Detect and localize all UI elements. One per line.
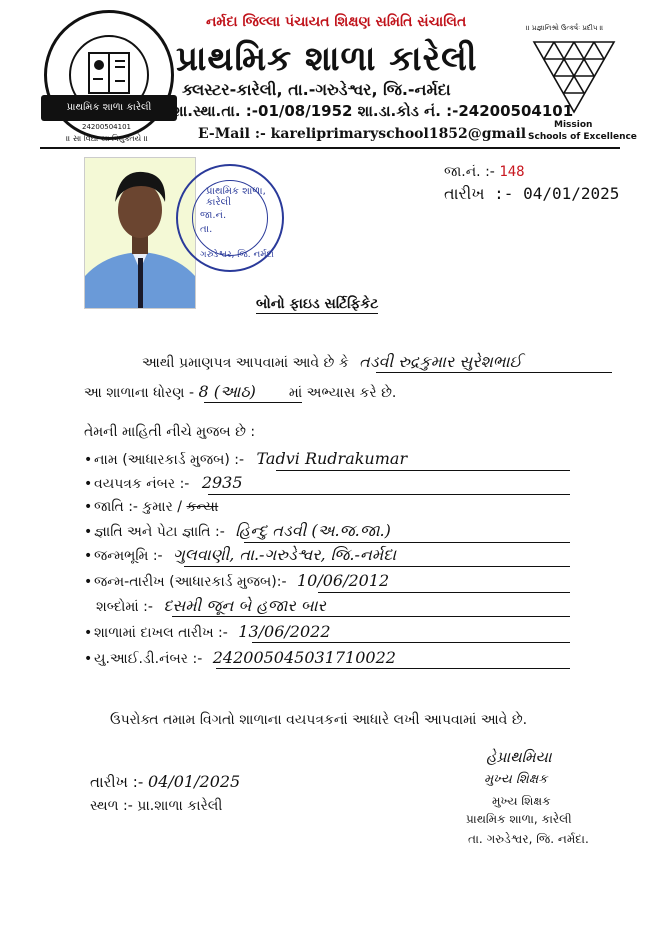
footer-date bbox=[90, 772, 240, 791]
standard-underline bbox=[204, 402, 302, 403]
field-value: Tadvi Rudrakumar bbox=[256, 449, 408, 468]
field-value: હિન્દુ તડવી (અ.જ.જા.) bbox=[235, 521, 391, 540]
field-label: જાતિ :- કુમાર / bbox=[94, 499, 187, 515]
field-value: 2935 bbox=[201, 473, 243, 492]
ref-number-label: જા.નં. :- bbox=[444, 164, 495, 180]
field-label: યુ.આઈ.ડી.નંબર :- bbox=[94, 651, 203, 667]
field-birthdate: • જન્મ-તારીખ (આધારકાર્ડ મુજબ):- 10/06/2012 bbox=[84, 571, 390, 590]
ref-number-value: 148 bbox=[499, 164, 525, 180]
issue-date bbox=[444, 184, 619, 204]
field-uid-number: • યુ.આઈ.ડી.નંબર :- 242005045031710022 bbox=[84, 648, 396, 667]
field-value: કન્યા bbox=[186, 499, 219, 515]
mission-label: Mission bbox=[554, 120, 593, 130]
field-label: શાળામાં દાખલ તારીખ :- bbox=[94, 625, 228, 641]
field-value: 242005045031710022 bbox=[212, 648, 396, 667]
field-label: જન્મ-તારીખ (આધારકાર્ડ મુજબ):- bbox=[94, 574, 287, 590]
org-line: નર્મદા જિલ્લા પંચાયત શિક્ષણ સમિતિ સંચાલિત bbox=[206, 14, 467, 30]
field-value: ગુલવાણી, તા.-ગરુડેશ્વર, જિ.-નર્મદા bbox=[173, 545, 397, 564]
codes-line: શા.સ્થા.તા. :-01/08/1952 શા.ડા.કોડ નં. :-24200504101 bbox=[172, 102, 574, 120]
triangle-pattern-icon bbox=[526, 36, 622, 116]
header-divider bbox=[40, 147, 620, 149]
stamp-line-3: તા. bbox=[200, 224, 213, 235]
field-underline bbox=[276, 470, 570, 471]
field-value: 10/06/2012 bbox=[296, 571, 390, 590]
footer-date-label: તારીખ :- bbox=[90, 773, 144, 791]
designation-stamp-line-2: પ્રાથમિક શાળા, કારેલી bbox=[466, 812, 572, 826]
certify-line bbox=[142, 352, 522, 372]
info-intro: તેમની માહિતી નીચે મુજબ છે : bbox=[84, 424, 256, 440]
footer-place bbox=[90, 798, 222, 814]
headmaster-signature: હેપ્રાથમિયા bbox=[486, 748, 552, 766]
field-underline bbox=[216, 668, 570, 669]
school-stamp bbox=[176, 164, 284, 272]
logo-code: 24200504101 bbox=[82, 123, 131, 131]
certify-prefix: આથી પ્રમાણપત્ર આપવામાં આવે છે કે bbox=[142, 355, 349, 371]
footer-place-label: સ્થળ :- bbox=[90, 798, 133, 814]
standard-prefix: આ શાળાના ધોરણ - bbox=[84, 385, 194, 401]
mission-motto: ॥ પ્રજ્ઞાનિશ્રો ઉત્કર્ષઃ પ્રદીપ ॥ bbox=[526, 24, 604, 32]
field-underline bbox=[184, 566, 570, 567]
stamp-line-4: ગરુડેશ્વર, જિ. નર્મદા bbox=[200, 250, 274, 260]
certificate-title: બોનો ફાઇડ સર્ટિફિકેટ bbox=[256, 296, 379, 312]
standard-line bbox=[84, 382, 396, 402]
field-caste: • જ્ઞાતિ અને પેટા જ્ઞાતિ :- હિન્દુ તડવી (અ.જ.જા.) bbox=[84, 521, 391, 540]
field-underline bbox=[244, 542, 570, 543]
field-admission-date: • શાળામાં દાખલ તારીખ :- 13/06/2022 bbox=[84, 622, 331, 641]
designation-stamp-line-3: તા. ગરુડેશ્વર, જિ. નર્મદા. bbox=[468, 832, 589, 846]
issue-date-value: 04/01/2025 bbox=[523, 184, 620, 203]
student-name-gujarati: તડવી રુદ્રકુમાર સુરેશભાઈ bbox=[359, 352, 522, 371]
field-label: જ્ઞાતિ અને પેટા જ્ઞાતિ :- bbox=[94, 524, 225, 540]
field-name: • નામ (આધારકાર્ડ મુજબ) :- Tadvi Rudrakumar bbox=[84, 449, 408, 468]
logo-ribbon: પ્રાથમિક શાળા કારેલી bbox=[41, 95, 177, 121]
footer-date-value: 04/01/2025 bbox=[148, 772, 241, 791]
school-logo bbox=[44, 10, 174, 140]
school-name: પ્રાથમિક શાળા કારેલી bbox=[176, 39, 478, 79]
field-birthdate-words bbox=[96, 596, 326, 616]
field-value: દસમી જૂન બે હજાર બાર bbox=[163, 596, 326, 615]
standard-value: 8 (આઠ) bbox=[198, 382, 256, 401]
mission-logo bbox=[526, 36, 622, 104]
motto: ॥ સા વિદ્યા યા વિમુક્તયે ॥ bbox=[66, 134, 148, 143]
reference-number bbox=[444, 164, 525, 180]
stamp-line-1: પ્રાથમિક શાળા, કારેલી bbox=[206, 186, 266, 208]
field-label: નામ (આધારકાર્ડ મુજબ) :- bbox=[94, 452, 245, 468]
field-value: 13/06/2022 bbox=[238, 622, 331, 641]
email-line: E-Mail :- kareliprimaryschool1852@gmail bbox=[198, 126, 527, 142]
designation-stamp-line-1: મુખ્ય શિક્ષક bbox=[492, 794, 551, 808]
closing-statement: ઉપરોક્ત તમામ વિગતો શાળાના વયપત્રકનાં આધારે લખી આપવામાં આવે છે. bbox=[110, 712, 528, 728]
field-underline bbox=[252, 642, 570, 643]
address-line: ક્લસ્ટર-કારેલી, તા.-ગરુડેશ્વર, જિ.-નર્મદા bbox=[182, 80, 451, 99]
footer-place-value: પ્રા.શાળા કારેલી bbox=[137, 798, 223, 814]
field-gender: • જાતિ :- કુમાર / કન્યા bbox=[84, 499, 219, 515]
mission-label-2: Schools of Excellence bbox=[528, 132, 637, 142]
field-label: વયપત્રક નંબર :- bbox=[94, 476, 190, 492]
name-underline bbox=[376, 372, 612, 373]
standard-suffix: માં અભ્યાસ કરે છે. bbox=[288, 385, 397, 401]
field-underline bbox=[172, 616, 570, 617]
field-underline bbox=[208, 494, 570, 495]
signature-title: મુખ્ય શિક્ષક bbox=[484, 772, 548, 787]
field-label: જન્મભૂમિ :- bbox=[94, 548, 163, 564]
field-birthplace: • જન્મભૂમિ :- ગુલવાણી, તા.-ગરુડેશ્વર, જિ.-નર્મદા bbox=[84, 545, 397, 564]
issue-date-label: તારીખ :- bbox=[444, 184, 514, 203]
field-underline bbox=[318, 592, 570, 593]
stamp-line-2: જા.નં. bbox=[200, 210, 227, 221]
field-register-number: • વયપત્રક નંબર :- 2935 bbox=[84, 473, 243, 492]
field-label: શબ્દોમાં :- bbox=[96, 599, 153, 615]
